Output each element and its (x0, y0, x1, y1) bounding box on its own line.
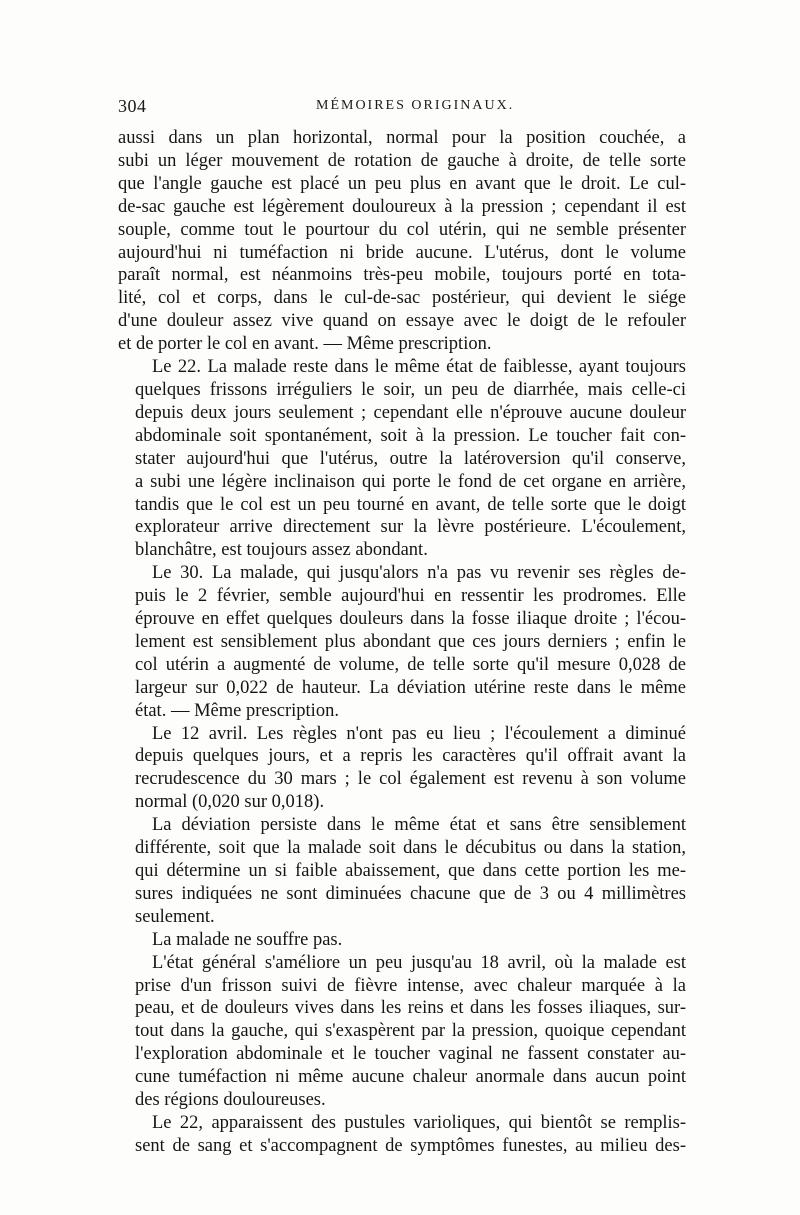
text-line: recrudescence du 30 mars ; le col également est revenu à son volume (135, 769, 686, 790)
text-line: col utérin a augmenté de volume, de telle sorte qu'il mesure 0,028 de (135, 654, 686, 675)
text-line: de-sac gauche est légèrement douloureux à la pression ; cependant il est (118, 196, 686, 217)
text-line: l'exploration abdominale et le toucher vaginal ne fassent constater au- (135, 1044, 686, 1065)
text-line: a subi une légère inclinaison qui porte le fond de cet organe en arrière, (135, 471, 686, 492)
paragraph (118, 127, 686, 356)
text-line: aujourd'hui ni tuméfaction ni bride aucune. L'utérus, dont le volume (118, 242, 686, 263)
text-line: La déviation persiste dans le même état et sans être sensiblement (152, 815, 686, 836)
text-line: paraît normal, est néanmoins très-peu mobile, toujours porté en tota- (118, 265, 686, 286)
paragraph (118, 1112, 686, 1158)
text-line: différente, soit que la malade soit dans le décubitus ou dans la station, (135, 838, 686, 859)
text-line: que l'angle gauche est placé un peu plus en avant que le droit. Le cul- (118, 173, 686, 194)
text-line: normal (0,020 sur 0,018). (135, 792, 325, 813)
text-line: seulement. (135, 906, 215, 927)
text-line: lement est sensiblement plus abondant que ces jours derniers ; enfin le (135, 631, 686, 652)
text-line: prise d'un frisson suivi de fièvre intense, avec chaleur marquée à la (135, 975, 686, 996)
text-line: tandis que le col est un peu tourné en avant, de telle sorte que le doigt (135, 494, 686, 515)
paragraph (118, 952, 686, 1112)
text-line: stater aujourd'hui que l'utérus, outre la latéroversion qu'il conserve, (135, 448, 686, 469)
text-line: depuis quelques jours, et a repris les caractères qu'il offrait avant la (135, 746, 686, 767)
text-line: Le 12 avril. Les règles n'ont pas eu lieu ; l'écoulement a diminué (152, 723, 686, 744)
paragraph (118, 929, 686, 952)
text-line: puis le 2 février, semble aujourd'hui en ressentir les prodromes. Elle (135, 586, 686, 607)
text-line: sures indiquées ne sont diminuées chacune que de 3 ou 4 millimètres (135, 883, 686, 904)
text-line: éprouve en effet quelques douleurs dans la fosse iliaque droite ; l'écou- (135, 609, 686, 630)
text-line: quelques frissons irréguliers le soir, un peu de diarrhée, mais celle-ci (135, 379, 686, 400)
text-line: tout dans la gauche, qui s'exaspèrent par la pression, quoique cependant (135, 1021, 686, 1042)
text-line: Le 22. La malade reste dans le même état de faiblesse, ayant toujours (152, 357, 686, 378)
text-line: explorateur arrive directement sur la lèvre postérieure. L'écoulement, (135, 517, 686, 538)
text-line: cune tuméfaction ni même aucune chaleur anormale dans aucun point (135, 1067, 686, 1088)
text-line: Le 22, apparaissent des pustules varioliques, qui bientôt se remplis- (152, 1112, 686, 1133)
text-line: aussi dans un plan horizontal, normal pour la position couchée, a (118, 128, 686, 148)
text-line: et de porter le col en avant. — Même prescription. (118, 334, 492, 355)
paragraph (118, 723, 686, 815)
paragraph (118, 562, 686, 722)
text-line: état. — Même prescription. (135, 700, 339, 721)
page-header (118, 96, 686, 120)
text-line: largeur sur 0,022 de hauteur. La déviation utérine reste dans le même (135, 677, 686, 698)
text-line: blanchâtre, est toujours assez abondant. (135, 540, 428, 561)
body-text (118, 127, 686, 1158)
paragraph (118, 356, 686, 562)
text-line: depuis deux jours seulement ; cependant elle n'éprouve aucune douleur (135, 402, 686, 423)
text-line: des régions douloureuses. (135, 1090, 326, 1111)
text-line: abdominale soit spontanément, soit à la pression. Le toucher fait con- (135, 425, 686, 446)
text-line: L'état général s'améliore un peu jusqu'au 18 avril, où la malade est (152, 952, 686, 973)
text-line: Le 30. La malade, qui jusqu'alors n'a pas vu revenir ses règles de- (152, 563, 686, 584)
text-line: lité, col et corps, dans le cul-de-sac postérieur, qui devient le siége (118, 288, 686, 309)
text-line: souple, comme tout le pourtour du col utérin, qui ne semble présenter (118, 219, 686, 240)
paragraph (118, 814, 686, 929)
text-line: qui détermine un si faible abaissement, que dans cette portion les me- (135, 861, 686, 881)
text-line: d'une douleur assez vive quand on essaye avec le doigt de le refouler (118, 311, 686, 332)
page-number: 304 (118, 96, 147, 116)
text-line: subi un léger mouvement de rotation de gauche à droite, de telle sorte (118, 150, 686, 171)
running-title: MÉMOIRES ORIGINAUX. (316, 98, 515, 113)
text-line: sent de sang et s'accompagnent de symptômes funestes, au milieu des- (135, 1135, 686, 1156)
text-line: La malade ne souffre pas. (152, 929, 343, 950)
text-line: peau, et de douleurs vives dans les reins et dans les fosses iliaques, sur- (135, 998, 686, 1019)
